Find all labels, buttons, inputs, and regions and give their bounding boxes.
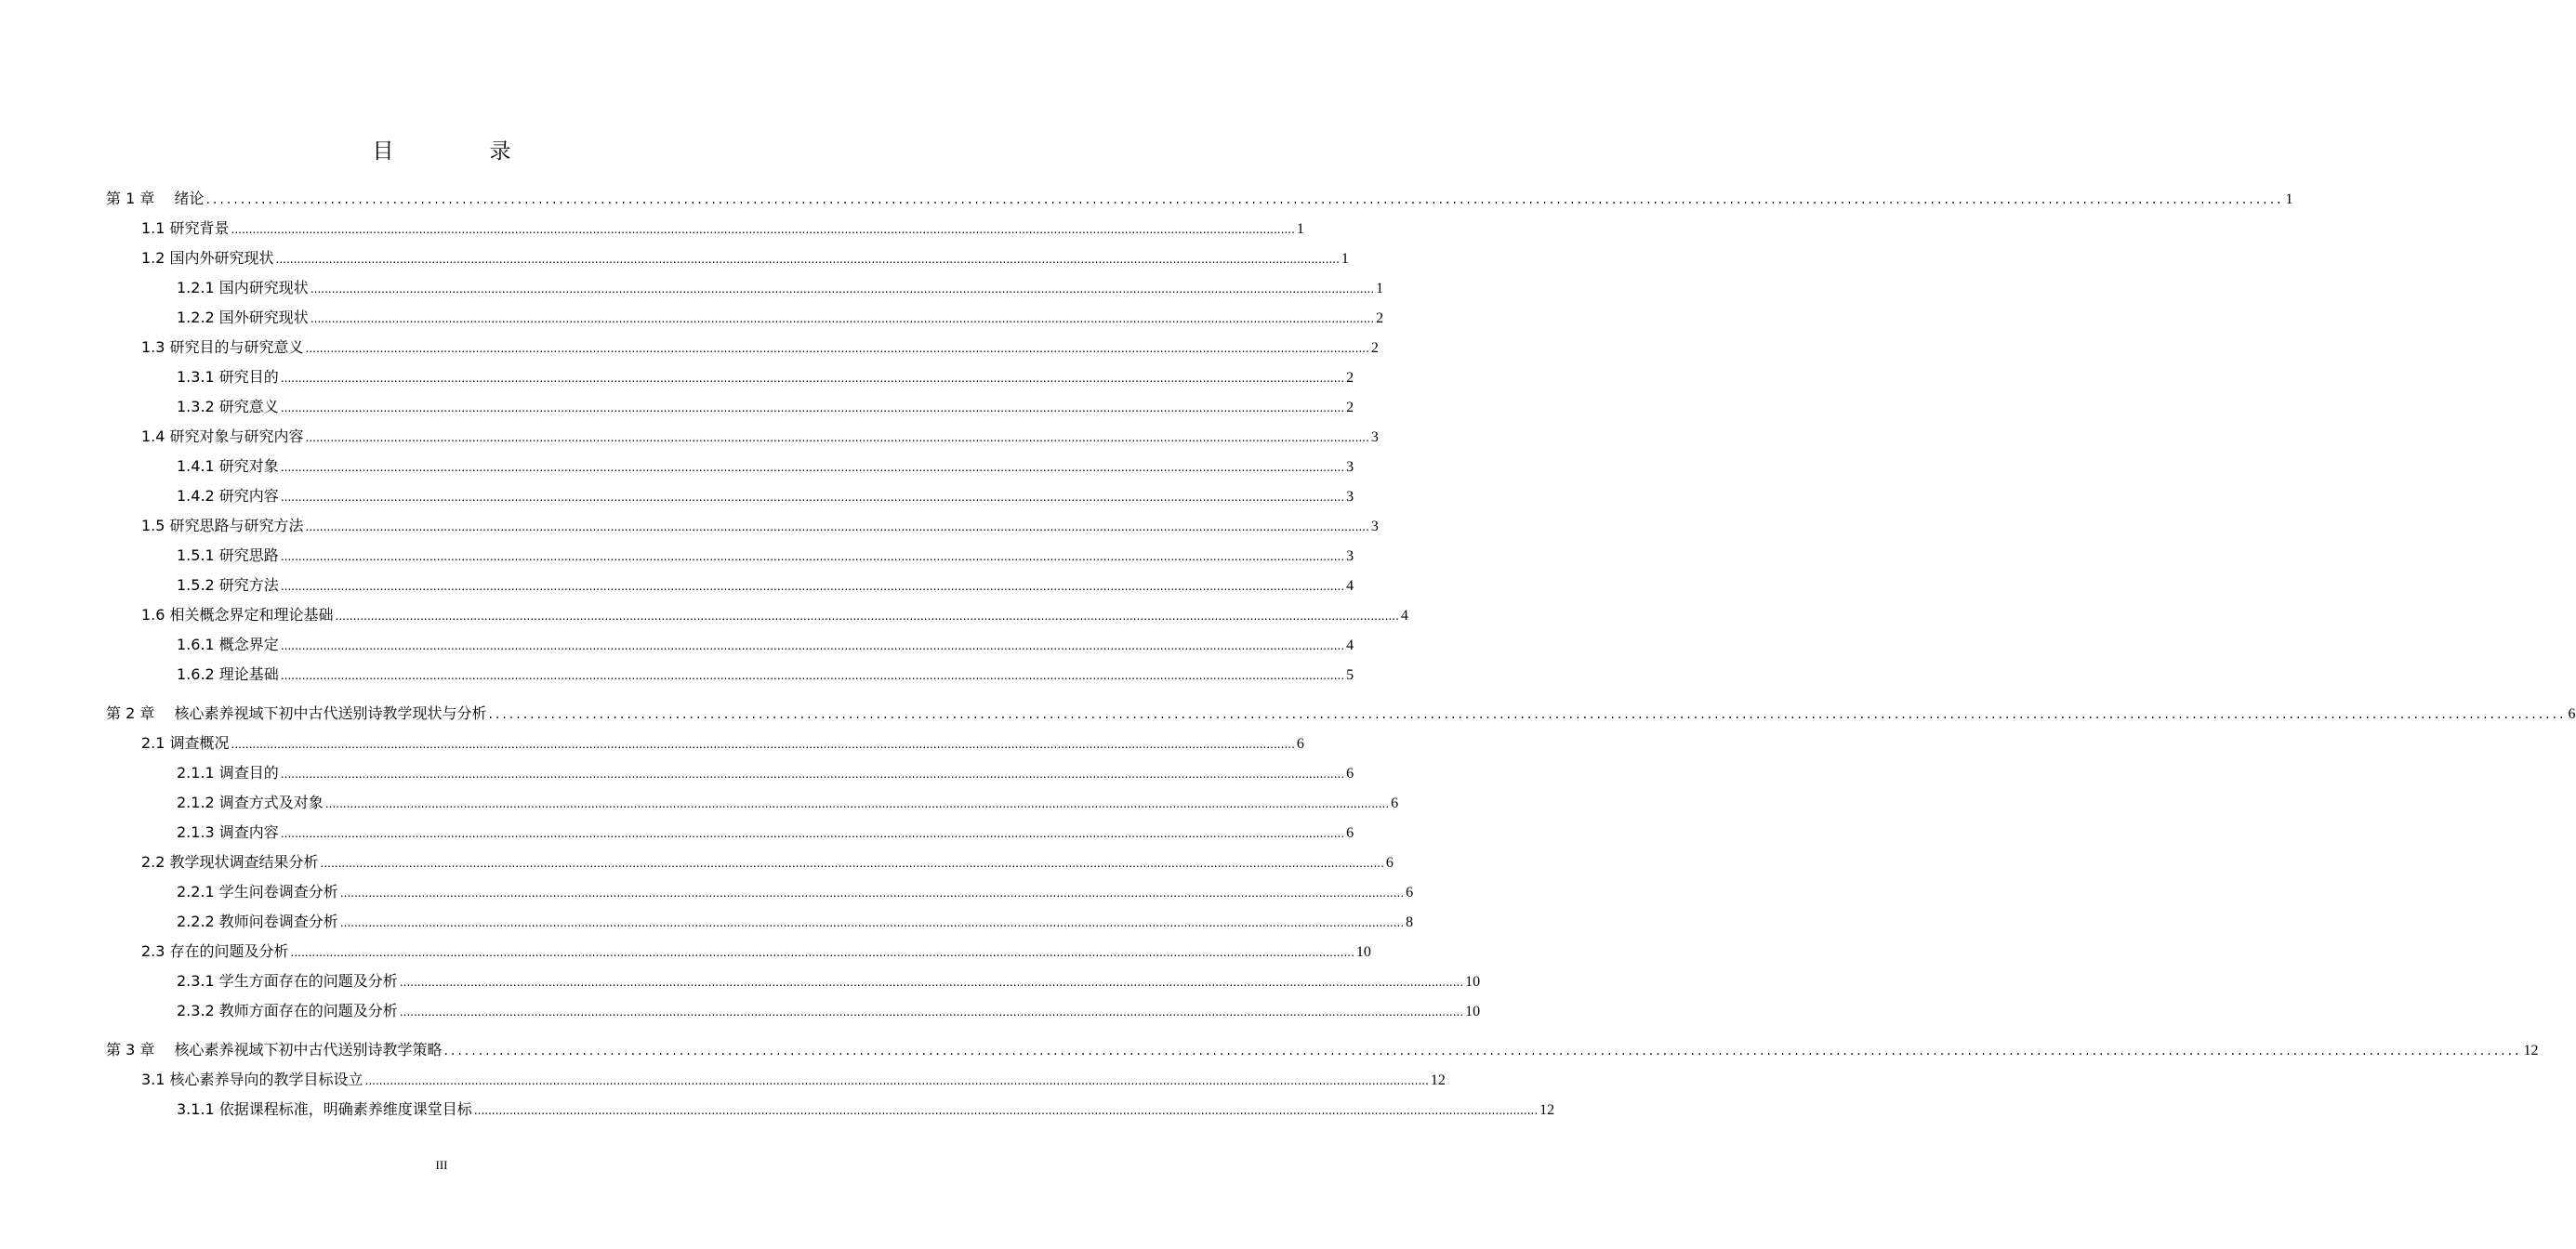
toc-entry-page: 2: [1346, 370, 1354, 386]
toc-dot-leader: ............................................................................................................................................................................................................................................................................................................: [320, 857, 1384, 870]
toc-dot-leader: ............................................................................................................................................................................................................................................................................................................: [280, 372, 1345, 385]
toc-entry-label: 第 3 章 核心素养视域下初中古代送别诗教学策略: [106, 1041, 443, 1058]
toc-dot-leader: ............................................................................................................................................................................................................................................................................................................: [473, 1104, 1539, 1117]
toc-entry-page: 6: [1346, 766, 1354, 782]
toc-entry-page: 8: [1406, 914, 1414, 930]
toc-entry[interactable]: [141, 605, 1408, 626]
toc-entry-label: 2.3.2 教师方面存在的问题及分析: [177, 1002, 398, 1019]
toc-entry-label: 1.6.1 概念界定: [177, 636, 279, 653]
toc-entry-label: 2.2 教学现状调查结果分析: [141, 853, 319, 871]
toc-dot-leader: ............................................................................................................................................................................................................................................................................................................: [364, 1074, 1429, 1087]
toc-dot-leader: ............................................................................................................................................................................................................................................................................................................: [339, 887, 1405, 900]
toc-entry[interactable]: [177, 763, 1354, 784]
toc-entry-label: 第 1 章 绪论: [106, 190, 205, 207]
toc-entry-label: 1.4.1 研究对象: [177, 457, 279, 475]
toc-entry-page: 10: [1465, 1004, 1481, 1019]
toc-entry[interactable]: [177, 397, 1354, 418]
toc-entry-label: 1.6.2 理论基础: [177, 665, 279, 683]
toc-entry-page: 5: [1346, 667, 1354, 683]
toc-dot-leader: ............................................................................................................................................................................................................................................................................................................: [280, 550, 1345, 563]
toc-dot-leader: ............................................................................................................................................................................................................................................................................................................: [280, 491, 1345, 504]
toc-dot-leader: ............................................................................................................................................................................................................................................................................................................: [310, 283, 1375, 296]
toc-dot-leader: ............................................................................................................................................................................................................................................................................................................: [488, 707, 2567, 722]
toc-entry[interactable]: [177, 486, 1354, 507]
toc-entry-label: 1.5 研究思路与研究方法: [141, 517, 304, 534]
toc-entry[interactable]: [177, 367, 1354, 388]
toc-dot-leader: ............................................................................................................................................................................................................................................................................................................: [280, 669, 1345, 682]
toc-entry-label: 1.6 相关概念界定和理论基础: [141, 606, 334, 624]
toc-dot-leader: ............................................................................................................................................................................................................................................................................................................: [205, 192, 2284, 207]
page-number: III: [435, 1158, 448, 1172]
toc-entry-page: 6: [1346, 825, 1354, 841]
toc-entry[interactable]: [141, 248, 1349, 270]
toc-dot-leader: ............................................................................................................................................................................................................................................................................................................: [305, 342, 1369, 355]
toc-entry-page: 1: [2285, 191, 2293, 207]
toc-entry-label: 2.2.2 教师问卷调查分析: [177, 913, 338, 930]
toc-entry[interactable]: [177, 546, 1354, 567]
toc-entry[interactable]: [177, 971, 1481, 993]
toc-entry-page: 12: [1539, 1102, 1555, 1118]
toc-entry-label: 2.3.1 学生方面存在的问题及分析: [177, 972, 398, 990]
toc-entry-page: 4: [1346, 638, 1354, 653]
toc-entry-page: 3: [1346, 459, 1354, 475]
toc-entry-page: 3: [1346, 548, 1354, 564]
toc-entry-label: 1.3.2 研究意义: [177, 398, 279, 415]
toc-entry[interactable]: [141, 1070, 1446, 1091]
toc-entry-page: 6: [1391, 795, 1399, 811]
toc-entry-page: 6: [1385, 855, 1394, 871]
toc-entry-label: 1.2.2 国外研究现状: [177, 309, 309, 326]
toc-entry-page: 3: [1370, 429, 1379, 445]
toc-entry-label: 2.1 调查概况: [141, 734, 230, 752]
toc-entry-page: 10: [1465, 974, 1481, 990]
toc-entry[interactable]: [177, 882, 1414, 903]
toc-entry[interactable]: [177, 1099, 1555, 1121]
toc-dot-leader: ............................................................................................................................................................................................................................................................................................................: [290, 946, 1354, 959]
toc-entry[interactable]: [141, 516, 1379, 537]
toc-entry-page: 2: [1370, 340, 1379, 356]
toc-dot-leader: ............................................................................................................................................................................................................................................................................................................: [399, 976, 1464, 989]
toc-entry-page: 1: [1376, 281, 1384, 296]
toc-dot-leader: ............................................................................................................................................................................................................................................................................................................: [280, 461, 1345, 474]
toc-entry-label: 3.1 核心素养导向的教学目标设立: [141, 1071, 363, 1088]
toc-entry[interactable]: [177, 456, 1354, 478]
toc-entry-page: 2: [1376, 310, 1384, 326]
toc-entry-page: 3: [1370, 519, 1379, 534]
toc-entry[interactable]: [141, 852, 1394, 874]
toc-entry-page: 10: [1355, 944, 1371, 960]
toc-dot-leader: ............................................................................................................................................................................................................................................................................................................: [339, 916, 1405, 929]
toc-entry-label: 1.2 国内外研究现状: [141, 249, 274, 267]
toc-entry[interactable]: [177, 912, 1414, 933]
toc-entry[interactable]: [177, 308, 1384, 329]
toc-entry[interactable]: [177, 793, 1399, 814]
toc-entry-label: 1.3.1 研究目的: [177, 368, 279, 386]
toc-entry[interactable]: [141, 733, 1304, 755]
toc-dot-leader: ............................................................................................................................................................................................................................................................................................................: [280, 639, 1345, 652]
toc-dot-leader: ............................................................................................................................................................................................................................................................................................................: [324, 797, 1390, 810]
toc-entry-label: 1.5.2 研究方法: [177, 576, 279, 594]
toc-entry-label: 1.3 研究目的与研究意义: [141, 338, 304, 356]
toc-entry-page: 1: [1296, 221, 1304, 237]
toc-entry-label: 1.5.1 研究思路: [177, 546, 279, 564]
toc-entry-label: 1.4.2 研究内容: [177, 487, 279, 505]
toc-dot-leader: ............................................................................................................................................................................................................................................................................................................: [310, 312, 1375, 325]
toc-entry-label: 第 2 章 核心素养视域下初中古代送别诗教学现状与分析: [106, 704, 487, 722]
toc-dot-leader: ............................................................................................................................................................................................................................................................................................................: [305, 520, 1369, 533]
toc-dot-leader: ............................................................................................................................................................................................................................................................................................................: [280, 768, 1345, 781]
toc-entry-page: 12: [1430, 1072, 1446, 1088]
page-title: 目 录: [372, 139, 548, 164]
toc-dot-leader: ............................................................................................................................................................................................................................................................................................................: [280, 580, 1345, 593]
toc-dot-leader: ............................................................................................................................................................................................................................................................................................................: [275, 253, 1340, 266]
toc-entry-page: 2: [1346, 400, 1354, 415]
toc-entry-label: 2.1.2 调查方式及对象: [177, 794, 324, 811]
toc-entry-page: 6: [2568, 706, 2576, 722]
toc-entry[interactable]: [141, 337, 1379, 359]
toc-entry[interactable]: [141, 427, 1379, 448]
toc-dot-leader: ............................................................................................................................................................................................................................................................................................................: [231, 738, 1295, 751]
toc-entry[interactable]: [177, 1001, 1481, 1022]
toc-entry-label: 2.1.3 调查内容: [177, 823, 279, 841]
toc-dot-leader: ............................................................................................................................................................................................................................................................................................................: [335, 610, 1399, 623]
toc-entry-page: 1: [1341, 251, 1349, 267]
toc-dot-leader: ............................................................................................................................................................................................................................................................................................................: [280, 827, 1345, 840]
toc-entry-label: 2.3 存在的问题及分析: [141, 942, 289, 960]
toc-entry-page: 6: [1406, 885, 1414, 901]
toc-entry-label: 2.1.1 调查目的: [177, 764, 279, 782]
toc-dot-leader: ............................................................................................................................................................................................................................................................................................................: [399, 1006, 1464, 1019]
toc-entry[interactable]: [177, 664, 1354, 686]
toc-entry[interactable]: [177, 278, 1384, 299]
toc-entry[interactable]: [106, 703, 2576, 725]
toc-entry[interactable]: [106, 1040, 2539, 1061]
toc-dot-leader: ............................................................................................................................................................................................................................................................................................................: [280, 401, 1345, 414]
toc-entry-label: 1.1 研究背景: [141, 219, 230, 237]
toc-entry[interactable]: [177, 575, 1354, 597]
toc-dot-leader: ............................................................................................................................................................................................................................................................................................................: [231, 223, 1295, 236]
toc-entry-page: 6: [1296, 736, 1304, 752]
toc-entry-page: 4: [1400, 608, 1408, 624]
toc-entry-label: 3.1.1 依据课程标准，明确素养维度课堂目标: [177, 1100, 472, 1118]
toc-entry[interactable]: [106, 189, 2293, 210]
toc-entry-label: 1.2.1 国内研究现状: [177, 279, 309, 296]
toc-entry[interactable]: [177, 822, 1354, 844]
toc-entry[interactable]: [141, 218, 1304, 240]
toc-entry-label: 2.2.1 学生问卷调查分析: [177, 883, 338, 901]
toc-entry[interactable]: [177, 635, 1354, 656]
toc-entry-page: 12: [2523, 1043, 2539, 1058]
toc-dot-leader: ............................................................................................................................................................................................................................................................................................................: [443, 1044, 2522, 1058]
toc-entry-page: 4: [1346, 578, 1354, 594]
toc-entry-page: 3: [1346, 489, 1354, 505]
toc-entry[interactable]: [141, 941, 1371, 963]
toc-dot-leader: ............................................................................................................................................................................................................................................................................................................: [305, 431, 1369, 444]
toc-entry-label: 1.4 研究对象与研究内容: [141, 427, 304, 445]
